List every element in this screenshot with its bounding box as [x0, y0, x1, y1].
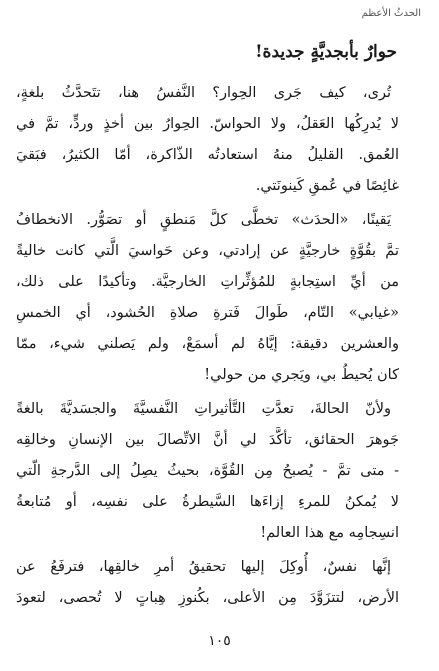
paragraph-2-line-5: والعشرين دقيقة: إيَّاهُ لم أسمَعْ، ولم يَصلني شيء، ممّا — [16, 336, 399, 352]
paragraph-3-line-4: لا يُمكنُ للمرءِ إزاءَها السَّيطرةُ على نفسِه، أو مُتابعةُ — [16, 494, 399, 510]
paragraph-2-line-6: كان يُحيطُ بي، ويَجري من حولي! — [204, 367, 399, 383]
paragraph-3-line-5: انسِجامِه مع هذا العالم! — [260, 525, 399, 541]
paragraph-1-line-2: لا يُدرِكُها العَقلُ، ولا الحواسّ. الحِوارُ بين أخذٍ وردٍّ، تمَّ في — [16, 116, 399, 132]
running-header: الحدثُ الأعظم — [361, 8, 421, 19]
paragraph-2-line-3: من أيِّ استِجابةٍ للمُؤثِّراتِ الخارجيَّة. وتأكيدًا على ذلك، — [16, 274, 399, 290]
paragraph-1-line-1: تُرى، كيف جَرى الحِوار؟ النَّفسُ هنا، تتَحدَّثُ بلغةٍ، — [16, 85, 391, 101]
paragraph-2-line-2: تمَّ بقُوَّةٍ خارجيَّةٍ عن إرادتي، وعن حَواسيَ الَّتي كانت خاليةً — [16, 243, 399, 259]
paragraph-4-line-2: الأرض، لتتزَوَّدَ مِن الأعلى، بكُنوزِ هِباتٍ لا تُحصى، لتعودَ — [16, 590, 399, 606]
paragraph-3-line-2: جَوهرَ الحقائق، تأكَّدَ لي أنَّ الاتِّصالَ بين الإنسانِ وخالقِه — [16, 432, 399, 448]
paragraph-3-line-1: ولأنّ الحالةَ، تعدَّتِ التَّأثيراتِ النَّفسيَّةَ والجسَديَّةَ بالغةً — [16, 401, 391, 417]
paragraph-4-line-1: إنَّها نفسٌ، أُوكِلَ إليها تحقيقُ أمرِ خالقِها، فترفَعُ عن — [16, 559, 391, 575]
paragraph-2-line-1: يَقينًا، «الحدَث» تخطَّى كلَّ مَنطقٍ أو تصَوُّر. الانخطافُ — [16, 212, 391, 228]
paragraph-1-line-4: غائِصًا في عُمقِ كَينونَتي. — [255, 178, 399, 194]
page-number: ١٠٥ — [208, 633, 231, 649]
page-body — [16, 78, 399, 614]
paragraph-1-line-3: العُمق. القليلُ منهُ استعادتُه الذّاكرة، أمّا الكثيرُ، فبَقيَ — [16, 147, 399, 163]
chapter-title: حوارٌ بأبجديَّةٍ جديدة! — [255, 42, 397, 62]
paragraph-2-line-4: «غيابي» التّام، طَوالَ فَترةِ صلاةِ الحُشود، أي الخمسِ — [16, 305, 399, 321]
paragraph-3-line-3: - متى تمَّ - يُصبحُ مِن القُوَّة، بحيثُ يصِلُ إلى الدَّرجةِ الّتي — [16, 463, 399, 479]
